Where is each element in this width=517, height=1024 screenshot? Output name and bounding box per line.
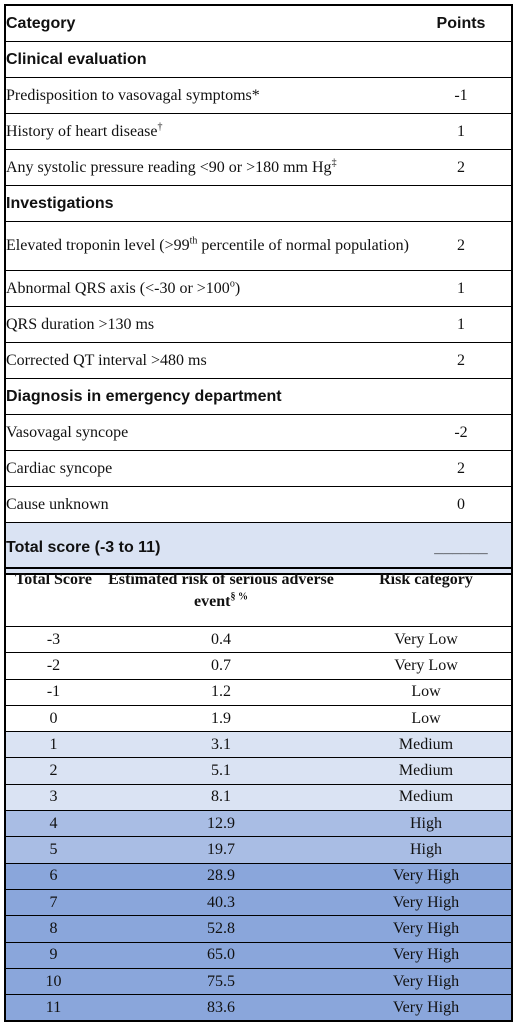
- table-row: [5, 343, 512, 379]
- footnote-mark: †: [157, 121, 163, 133]
- section-title: Clinical evaluation: [5, 42, 512, 78]
- table-row: [5, 758, 512, 784]
- score-cell: 8: [5, 916, 101, 942]
- criterion-label: Corrected QT interval >480 ms: [5, 343, 411, 379]
- table-row: [5, 415, 512, 451]
- table-row: [5, 78, 512, 114]
- criterion-label: Vasovagal syncope: [5, 415, 411, 451]
- section-investigations: [5, 186, 512, 222]
- category-cell: High: [341, 837, 512, 863]
- table-row: [5, 889, 512, 915]
- score-table: [4, 4, 513, 575]
- score-cell: 7: [5, 889, 101, 915]
- criterion-points: 1: [411, 114, 512, 150]
- criterion-points: 0: [411, 487, 512, 523]
- risk-header: Estimated risk of serious adverse event§ %: [101, 568, 341, 627]
- criterion-points: 2: [411, 222, 512, 271]
- table-row: [5, 968, 512, 994]
- risk-cell: 3.1: [101, 732, 341, 758]
- risk-cell: 1.2: [101, 679, 341, 705]
- score-cell: 11: [5, 995, 101, 1022]
- score-cell: 9: [5, 942, 101, 968]
- score-cell: 2: [5, 758, 101, 784]
- risk-cell: 65.0: [101, 942, 341, 968]
- table-row: [5, 627, 512, 653]
- category-cell: Very Low: [341, 627, 512, 653]
- table-row: [5, 114, 512, 150]
- risk-cell: 52.8: [101, 916, 341, 942]
- risk-cell: 19.7: [101, 837, 341, 863]
- criterion-points: -2: [411, 415, 512, 451]
- risk-cell: 40.3: [101, 889, 341, 915]
- table-row: [5, 784, 512, 810]
- risk-cell: 75.5: [101, 968, 341, 994]
- table-row: [5, 653, 512, 679]
- criterion-points: 2: [411, 451, 512, 487]
- table-row: [5, 487, 512, 523]
- table-row: [5, 732, 512, 758]
- criterion-points: 1: [411, 271, 512, 307]
- score-cell: -1: [5, 679, 101, 705]
- criterion-label: Cause unknown: [5, 487, 411, 523]
- score-cell: 3: [5, 784, 101, 810]
- score-cell: 1: [5, 732, 101, 758]
- section-title: Diagnosis in emergency department: [5, 379, 512, 415]
- table-row: [5, 705, 512, 731]
- section-diagnosis: [5, 379, 512, 415]
- criterion-label: Predisposition to vasovagal symptoms*: [5, 78, 411, 114]
- category-header: Category: [5, 5, 411, 42]
- section-clinical: [5, 42, 512, 78]
- category-cell: Low: [341, 705, 512, 731]
- category-cell: Very Low: [341, 653, 512, 679]
- criterion-label: Any systolic pressure reading <90 or >180 mm Hg‡: [5, 150, 411, 186]
- category-cell: Very High: [341, 995, 512, 1022]
- criterion-points: 1: [411, 307, 512, 343]
- total-score-header: Total Score: [5, 568, 101, 627]
- score-cell: 4: [5, 811, 101, 837]
- score-cell: 5: [5, 837, 101, 863]
- table-row: [5, 271, 512, 307]
- table-row: [5, 451, 512, 487]
- category-cell: High: [341, 811, 512, 837]
- category-cell: Very High: [341, 942, 512, 968]
- category-cell: Very High: [341, 916, 512, 942]
- score-cell: 10: [5, 968, 101, 994]
- category-cell: Medium: [341, 784, 512, 810]
- footnote-mark: ‡: [331, 157, 337, 169]
- criterion-points: 2: [411, 343, 512, 379]
- score-cell: 6: [5, 863, 101, 889]
- table-row: [5, 863, 512, 889]
- table-row: [5, 150, 512, 186]
- criterion-points: 2: [411, 150, 512, 186]
- score-cell: -3: [5, 627, 101, 653]
- criterion-label: QRS duration >130 ms: [5, 307, 411, 343]
- risk-cell: 0.4: [101, 627, 341, 653]
- category-cell: Medium: [341, 732, 512, 758]
- table-row: [5, 995, 512, 1022]
- risk-table-body: [5, 627, 512, 1022]
- category-cell: Medium: [341, 758, 512, 784]
- risk-cell: 83.6: [101, 995, 341, 1022]
- score-cell: 0: [5, 705, 101, 731]
- criterion-label: Cardiac syncope: [5, 451, 411, 487]
- risk-table-header: [5, 568, 512, 627]
- score-cell: -2: [5, 653, 101, 679]
- table-row: [5, 837, 512, 863]
- total-score-label: Total score (-3 to 11): [5, 523, 411, 575]
- criterion-label: Elevated troponin level (>99th percentile of normal population): [5, 222, 411, 271]
- category-cell: Very High: [341, 863, 512, 889]
- table-row: [5, 942, 512, 968]
- risk-category-header: Risk category: [341, 568, 512, 627]
- table-row: [5, 222, 512, 271]
- criterion-label: History of heart disease†: [5, 114, 411, 150]
- category-cell: Very High: [341, 968, 512, 994]
- risk-cell: 12.9: [101, 811, 341, 837]
- risk-cell: 5.1: [101, 758, 341, 784]
- table-row: [5, 916, 512, 942]
- table-row: [5, 811, 512, 837]
- table-row: [5, 307, 512, 343]
- section-title: Investigations: [5, 186, 512, 222]
- criterion-label: Abnormal QRS axis (<-30 or $>100^o$): [5, 271, 411, 307]
- risk-cell: 28.9: [101, 863, 341, 889]
- table-row: [5, 679, 512, 705]
- category-cell: Very High: [341, 889, 512, 915]
- risk-table: [4, 567, 513, 1022]
- category-cell: Low: [341, 679, 512, 705]
- score-table-header: [5, 5, 512, 42]
- risk-cell: 8.1: [101, 784, 341, 810]
- total-score-blank: ______: [411, 523, 512, 575]
- risk-cell: 1.9: [101, 705, 341, 731]
- points-header: Points: [411, 5, 512, 42]
- risk-cell: 0.7: [101, 653, 341, 679]
- criterion-points: -1: [411, 78, 512, 114]
